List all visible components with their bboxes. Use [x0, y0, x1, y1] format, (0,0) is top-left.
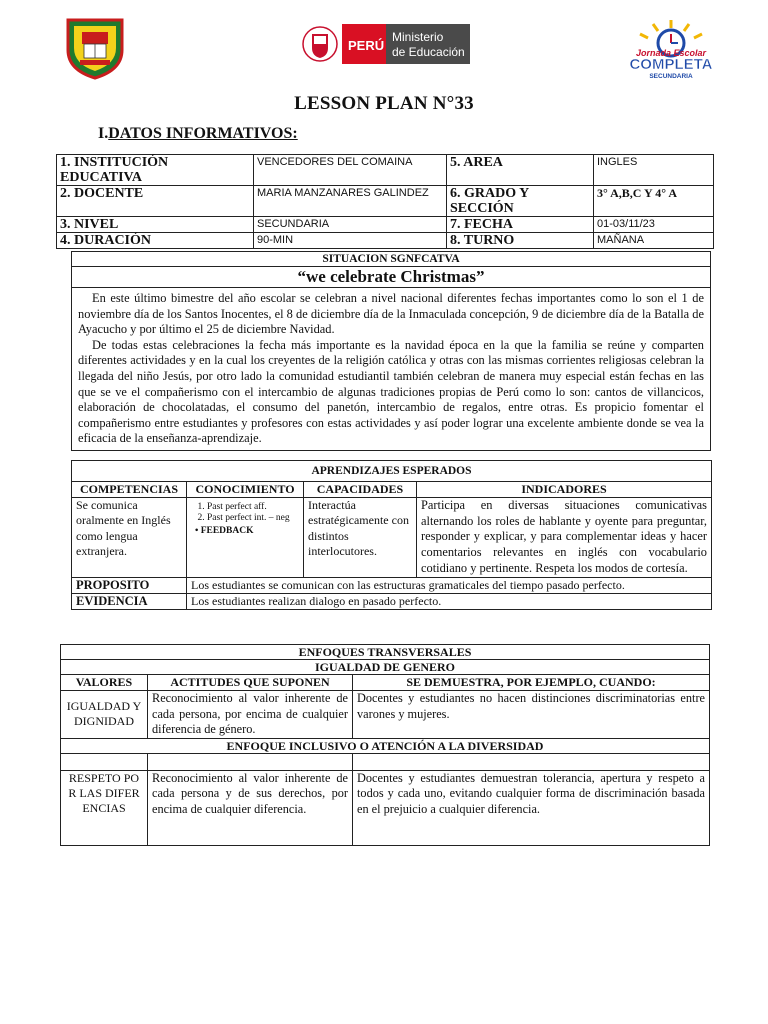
table-row	[57, 217, 714, 233]
column-header-competencias: COMPETENCIAS	[72, 482, 187, 498]
table-row	[57, 155, 714, 186]
demuestra-cell: Docentes y estudiantes no hacen distinciones discriminatorias entre varones y mujeres.	[353, 691, 710, 739]
jornada-escolar-completa-logo	[618, 18, 724, 80]
info-value: VENCEDORES DEL COMAINA	[254, 155, 447, 186]
info-key: 7. FECHA	[447, 217, 594, 233]
indicador-cell: Participa en diversas situaciones comunicativas alternando los roles de hablante y oyente para preguntar, responder y explicar, y para complementar ideas y hacer comentarios relevantes en inglés con vocabulario cotidiano y pertinente. Respeta los modos de cortesía.	[417, 498, 712, 578]
info-value: 01-03/11/23	[594, 217, 714, 233]
info-key: 8. TURNO	[447, 233, 594, 249]
aprendizajes-heading: APRENDIZAJES ESPERADOS	[72, 461, 712, 482]
info-key: 2. DOCENTE	[57, 186, 254, 217]
info-key: 5. AREA	[447, 155, 594, 186]
conocimiento-list	[191, 502, 299, 524]
gov-peru-text: PERÚ	[348, 38, 385, 53]
info-value: 90-MIN	[254, 233, 447, 249]
evidencia-text: Los estudiantes realizan dialogo en pasado perfecto.	[187, 593, 712, 609]
situacion-heading: SITUACION SGNFCATVA	[72, 252, 711, 267]
situacion-subtitle: “we celebrate Christmas”	[72, 267, 711, 288]
school-crest-logo	[62, 14, 128, 80]
situacion-paragraph-1: En este último bimestre del año escolar se celebran a nivel nacional diferentes fechas importantes como lo son el 1 de noviembre día de los Santos Inocentes, el 8 de diciembre día de la Inmaculada concepción, 9 de diciembre día de la Batalla de Ayacucho y por último el 25 de diciembre Navidad.	[78, 291, 704, 337]
actitud-cell: Reconocimiento al valor inherente de cada persona y de sus derechos, por encima de cualquier diferencia.	[148, 770, 353, 845]
column-header-capacidades: CAPACIDADES	[304, 482, 417, 498]
info-value: MARIA MANZANARES GALINDEZ	[254, 186, 447, 217]
competencia-cell: Se comunica oralmente en Inglés como lengua extranjera.	[72, 498, 187, 578]
ministerio-educacion-logo	[300, 20, 470, 68]
info-value: SECUNDARIA	[254, 217, 447, 233]
column-header-actitudes: ACTITUDES QUE SUPONEN	[148, 675, 353, 691]
info-value: MAÑANA	[594, 233, 714, 249]
situacion-paragraph-2: De todas estas celebraciones la fecha más importante es la navidad época en la que la familia se reúne y comparten diferentes actividades y en la cual los creyentes de la religión católica y otras con las mismas corrientes religiosas celebran la llegada del niño Jesús, por otro lado la comunidad estudiantil también celebran de manera muy especial están fechas en las que se ve el compañerismo con el intercambio de algunas tradiciones propias de Perú como lo son: cantos de villancicos, elaboración de chocolatadas, el consumo del panetón, intercambio de regalos, entre otras. Es propicio fomentar el compañerismo entre estudiantes y profesores con estas actividades y así poder lograr una excelente ambiente donde se vea la eficacia de la enseñanza-aprendizaje.	[78, 337, 704, 446]
enfoque-igualdad-genero: IGUALDAD DE GENERO	[61, 660, 710, 675]
info-key: 1. INSTITUCIÓN EDUCATIVA	[57, 155, 254, 186]
capacidad-cell: Interactúa estratégicamente con distintos interlocutores.	[304, 498, 417, 578]
valor-cell: RESPETO POR LAS DIFERENCIAS	[61, 770, 148, 845]
info-key: 6. GRADO Y SECCIÓN	[447, 186, 594, 217]
evidencia-label: EVIDENCIA	[72, 593, 187, 609]
column-header-indicadores: INDICADORES	[417, 482, 712, 498]
enfoques-heading: ENFOQUES TRANSVERSALES	[61, 645, 710, 660]
info-value: INGLES	[594, 155, 714, 186]
jec-line2: COMPLETA	[629, 56, 713, 73]
column-header-valores: VALORES	[61, 675, 148, 691]
actitud-cell: Reconocimiento al valor inherente de cada persona, por encima de cualquier diferencia de género.	[148, 691, 353, 739]
situacion-body	[72, 288, 711, 451]
table-row	[57, 186, 714, 217]
list-item: 1. Past perfect aff.	[207, 502, 299, 513]
gov-ministry-line2: de Educación	[392, 45, 465, 59]
section-label: DATOS INFORMATIVOS:	[108, 125, 298, 142]
proposito-text: Los estudiantes se comunican con las estructuras gramaticales del tiempo pasado perfecto.	[187, 577, 712, 593]
enfoque-inclusivo: ENFOQUE INCLUSIVO O ATENCIÓN A LA DIVERSIDAD	[61, 738, 710, 753]
info-key: 4. DURACIÓN	[57, 233, 254, 249]
situacion-significativa-table	[71, 251, 711, 451]
list-item: 2. Past perfect int. – neg	[207, 513, 299, 524]
info-value: 3° A,B,C Y 4° A	[594, 186, 714, 217]
lesson-plan-title: LESSON PLAN N°33	[294, 93, 474, 114]
table-row	[57, 233, 714, 249]
proposito-label: PROPOSITO	[72, 577, 187, 593]
conocimiento-cell	[187, 498, 304, 578]
column-header-se-demuestra: SE DEMUESTRA, POR EJEMPLO, CUANDO:	[353, 675, 710, 691]
enfoques-transversales-table	[60, 644, 710, 846]
info-table	[56, 154, 714, 249]
section-datos-informativos	[98, 125, 298, 143]
column-header-conocimiento: CONOCIMIENTO	[187, 482, 304, 498]
demuestra-cell: Docentes y estudiantes demuestran tolerancia, apertura y respeto a todos y cada uno, evitando cualquier forma de discriminación basada en el prejuicio a cualquier diferencia.	[353, 770, 710, 845]
gov-ministry-line1: Ministerio	[392, 30, 444, 44]
feedback-item: • FEEDBACK	[195, 526, 254, 536]
feedback-label: FEEDBACK	[200, 526, 254, 536]
jec-line1: Jornada Escolar	[635, 48, 707, 58]
jec-line3: SECUNDARIA	[649, 73, 693, 80]
section-number: I.	[98, 125, 109, 142]
info-key: 3. NIVEL	[57, 217, 254, 233]
valor-cell: IGUALDAD Y DIGNIDAD	[61, 691, 148, 739]
aprendizajes-esperados-table	[71, 460, 712, 610]
